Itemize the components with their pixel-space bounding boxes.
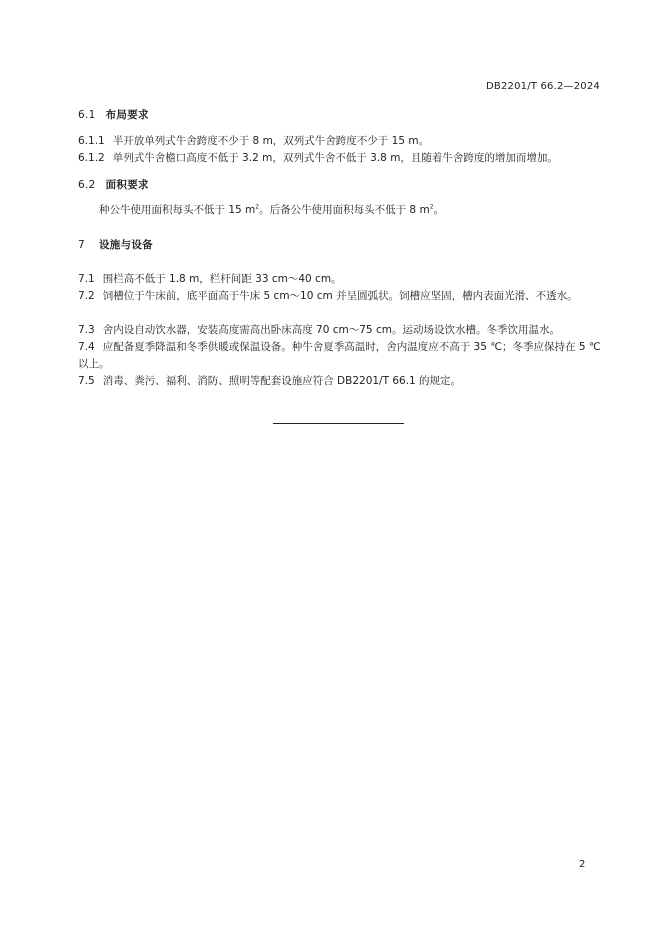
- section-number: 7: [78, 239, 85, 251]
- section-6-2-paragraph: [78, 202, 603, 219]
- clause-text: 半开放单列式牛舍跨度不少于 8 m，双列式牛舍跨度不少于 15 m。: [112, 135, 430, 147]
- clause-7-2: [78, 288, 603, 305]
- clause-text: 舍内设自动饮水器，安装高度需高出卧床高度 70 cm～75 cm。运动场设饮水槽。冬季饮用温水。: [102, 324, 560, 336]
- section-6-2-heading: [78, 177, 603, 194]
- section-title: 设施与设备: [98, 239, 153, 251]
- paragraph-text: 。后备公牛使用面积每头不低于 8 m: [259, 204, 430, 216]
- clause-number: 7.3: [78, 324, 95, 336]
- superscript: 2: [429, 203, 434, 211]
- clause-number: 7.5: [78, 375, 95, 387]
- clause-number: 7.2: [78, 290, 95, 302]
- clause-7-1: [78, 271, 603, 288]
- clause-7-4: [78, 339, 603, 373]
- clause-text: 饲槽位于牛床前，底平面高于牛床 5 cm～10 cm 并呈圆弧状。饲槽应坚固，槽内表面光滑、不透水。: [102, 290, 578, 302]
- clause-text: 单列式牛舍檐口高度不低于 3.2 m，双列式牛舍不低于 3.8 m，且随着牛舍跨度的增加而增加。: [112, 152, 558, 164]
- clause-7-5: [78, 373, 603, 390]
- end-rule: [273, 423, 404, 424]
- section-title: 面积要求: [105, 179, 149, 191]
- clause-number: 7.1: [78, 273, 95, 285]
- clause-number: 7.4: [78, 341, 95, 353]
- clause-6-1-2: [78, 150, 603, 167]
- section-number: 6.1: [78, 109, 96, 121]
- section-6-1-heading: [78, 107, 603, 124]
- clause-number: 6.1.2: [78, 152, 105, 164]
- clause-text: 消毒、粪污、福利、消防、照明等配套设施应符合 DB2201/T 66.1 的规定。: [102, 375, 462, 387]
- section-7-heading: [78, 237, 603, 254]
- clause-6-1-1: [78, 133, 603, 150]
- page-number: 2: [579, 859, 586, 870]
- clause-text: 应配备夏季降温和冬季供暖或保温设备。种牛舍夏季高温时，舍内温度应不高于 35 ℃；冬季应保持在 5 ℃ 以上。: [78, 341, 601, 370]
- paragraph-text: 种公牛使用面积每头不低于 15 m: [99, 204, 256, 216]
- section-title: 布局要求: [105, 109, 149, 121]
- section-number: 6.2: [78, 179, 96, 191]
- superscript: 2: [255, 203, 260, 211]
- document-code: DB2201/T 66.2—2024: [486, 81, 600, 92]
- paragraph-text: 。: [433, 204, 445, 216]
- clause-text: 围栏高不低于 1.8 m，栏杆间距 33 cm～40 cm。: [102, 273, 342, 285]
- clause-7-3: [78, 322, 603, 339]
- clause-number: 6.1.1: [78, 135, 105, 147]
